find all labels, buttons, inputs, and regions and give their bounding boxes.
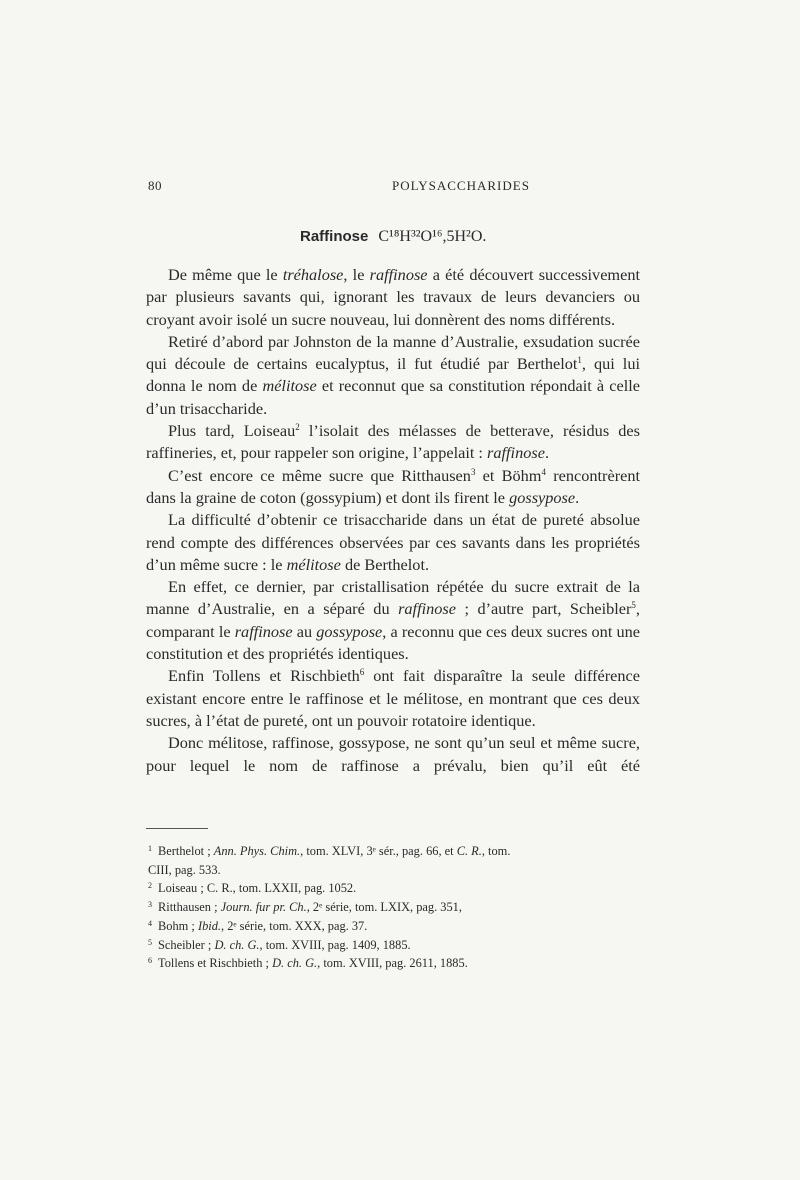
text-run: , a reconnu que ces deux sucres ont une constitution et des propriétés identiques. bbox=[146, 621, 640, 664]
text-run: l’isolait des mélasses de betterave, résidus des raffineries, et, pour rappeler son origine, l’appelait : bbox=[146, 421, 640, 463]
italic-term: raffinose bbox=[398, 599, 456, 619]
italic-term: raffinose bbox=[234, 621, 293, 641]
note-reference: 3 bbox=[470, 466, 476, 477]
paragraph bbox=[146, 665, 640, 732]
chemical-formula: C¹⁸H³²O¹⁶,5H²O. bbox=[378, 228, 487, 245]
text-run: C’est encore ce même sucre que Ritthausen bbox=[168, 465, 471, 485]
text-run: , qui lui donna le nom de bbox=[146, 354, 640, 396]
note-reference: 2 bbox=[295, 422, 300, 433]
italic-term: C. R. bbox=[456, 844, 482, 858]
text-run: rencontrèrent dans la graine de coton (gossypium) et dont ils firent le bbox=[146, 465, 641, 507]
text-run: En effet, ce dernier, par cristallisation répétée du sucre extrait de la manne d’Australie, en a séparé du bbox=[146, 577, 640, 619]
text-run: Tollens et Rischbieth ; bbox=[158, 956, 273, 971]
paragraph bbox=[146, 509, 640, 576]
footnote bbox=[148, 917, 640, 936]
text-run: Scheibler ; bbox=[158, 937, 215, 952]
paragraph bbox=[146, 732, 640, 777]
text-run: de Berthelot. bbox=[340, 554, 430, 574]
italic-term: raffinose bbox=[487, 443, 545, 463]
italic-term: Journ. fur pr. Ch. bbox=[220, 900, 307, 915]
text-run: Berthelot ; bbox=[158, 844, 214, 858]
note-reference: 6 bbox=[359, 667, 365, 678]
text-run: Ritthausen ; bbox=[158, 900, 221, 915]
section-title bbox=[300, 228, 486, 246]
paragraph bbox=[146, 465, 640, 510]
footnote bbox=[148, 898, 640, 917]
text-run: , tom. bbox=[481, 844, 511, 858]
text-run: , le bbox=[343, 265, 370, 284]
text-run: , tom. XLVI, 3ᵉ sér., pag. 66, et bbox=[300, 844, 457, 858]
footnote bbox=[148, 879, 640, 898]
footnote bbox=[148, 861, 640, 880]
text-run: , comparant le bbox=[146, 599, 640, 641]
italic-term: D. ch. G. bbox=[272, 956, 318, 971]
section-name: Raffinose bbox=[300, 228, 369, 245]
note-reference: 5 bbox=[631, 600, 636, 611]
italic-term: Ibid. bbox=[197, 918, 221, 933]
text-run: , 2ᵉ série, tom. LXIX, pag. 351, bbox=[306, 900, 462, 915]
italic-term: Ann. Phys. Chim. bbox=[213, 844, 301, 858]
text-run: De même que le bbox=[168, 265, 283, 284]
note-reference: 2 bbox=[148, 881, 152, 891]
footnote-rule bbox=[146, 828, 208, 829]
text-run: Loiseau ; C. R., tom. LXXII, pag. 1052. bbox=[158, 881, 357, 896]
note-reference: 3 bbox=[148, 900, 152, 910]
running-title: POLYSACCHARIDES bbox=[392, 178, 530, 193]
text-run: . bbox=[575, 487, 580, 507]
note-reference: 4 bbox=[148, 918, 152, 928]
note-reference: 4 bbox=[541, 466, 546, 477]
italic-term: D. ch. G. bbox=[214, 937, 260, 952]
text-run: La difficulté d’obtenir ce trisaccharide dans un état de pureté absolue rend compte des différences observées par ces savants dans les propriétés d’un même sucre : le bbox=[146, 510, 640, 574]
text-run: Plus tard, Loiseau bbox=[168, 421, 296, 441]
text-run: ; d’autre part, Scheibler bbox=[455, 599, 632, 619]
running-head bbox=[148, 178, 640, 198]
note-reference: 1 bbox=[148, 844, 152, 853]
text-run: , 2ᵉ série, tom. XXX, pag. 37. bbox=[221, 918, 368, 933]
italic-term: tréhalose bbox=[282, 265, 344, 284]
text-run: , tom. XVIII, pag. 1409, 1885. bbox=[259, 937, 411, 952]
page-number: 80 bbox=[148, 178, 162, 193]
paragraph bbox=[146, 331, 640, 420]
footnote bbox=[148, 936, 640, 955]
note-reference: 1 bbox=[577, 355, 582, 366]
text-run: . bbox=[544, 443, 550, 463]
text-run: Bohm ; bbox=[158, 918, 198, 933]
text-run: Donc mélitose, raffinose, gossypose, ne sont qu’un seul et même sucre, pour lequel le nom de raffinose a prévalu, bien qu’il eût été bbox=[146, 733, 640, 775]
text-run: CIII, pag. 533. bbox=[148, 862, 221, 877]
note-reference: 6 bbox=[148, 956, 152, 966]
text-run: et Böhm bbox=[475, 465, 542, 485]
text-run: a été découvert successivement par plusieurs savants qui, ignorant les travaux de leurs devanciers ou croyant avoir isolé un sucre nouveau, lui donnèrent des noms différents. bbox=[146, 265, 640, 329]
footnotes bbox=[148, 842, 640, 973]
italic-term: gossypose bbox=[316, 621, 383, 641]
note-reference: 5 bbox=[148, 937, 152, 947]
italic-term: gossypose bbox=[509, 487, 576, 507]
text-run: ont fait disparaître la seule différence existant encore entre le raffinose et le mélitose, en montrant que ces deux sucres, à l’état de pureté, ont un pouvoir rotatoire identique. bbox=[146, 666, 640, 730]
italic-term: raffinose bbox=[369, 265, 428, 284]
paragraph bbox=[146, 576, 640, 665]
body-text bbox=[146, 264, 640, 777]
footnote bbox=[148, 842, 640, 861]
paragraph bbox=[146, 420, 640, 465]
text-run: Retiré d’abord par Johnston de la manne d’Australie, exsudation sucrée qui découle de certains eucalyptus, il fut étudié par Berthelot bbox=[146, 331, 640, 374]
text-run: au bbox=[292, 621, 317, 641]
text-run: Enfin Tollens et Rischbieth bbox=[168, 666, 360, 686]
text-run: et reconnut que sa constitution répondait à celle d’un trisaccharide. bbox=[146, 376, 640, 418]
text-run: , tom. XVIII, pag. 2611, 1885. bbox=[317, 956, 468, 971]
paragraph bbox=[146, 264, 640, 331]
italic-term: mélitose bbox=[286, 554, 341, 574]
italic-term: mélitose bbox=[262, 376, 317, 396]
footnote bbox=[148, 954, 640, 973]
